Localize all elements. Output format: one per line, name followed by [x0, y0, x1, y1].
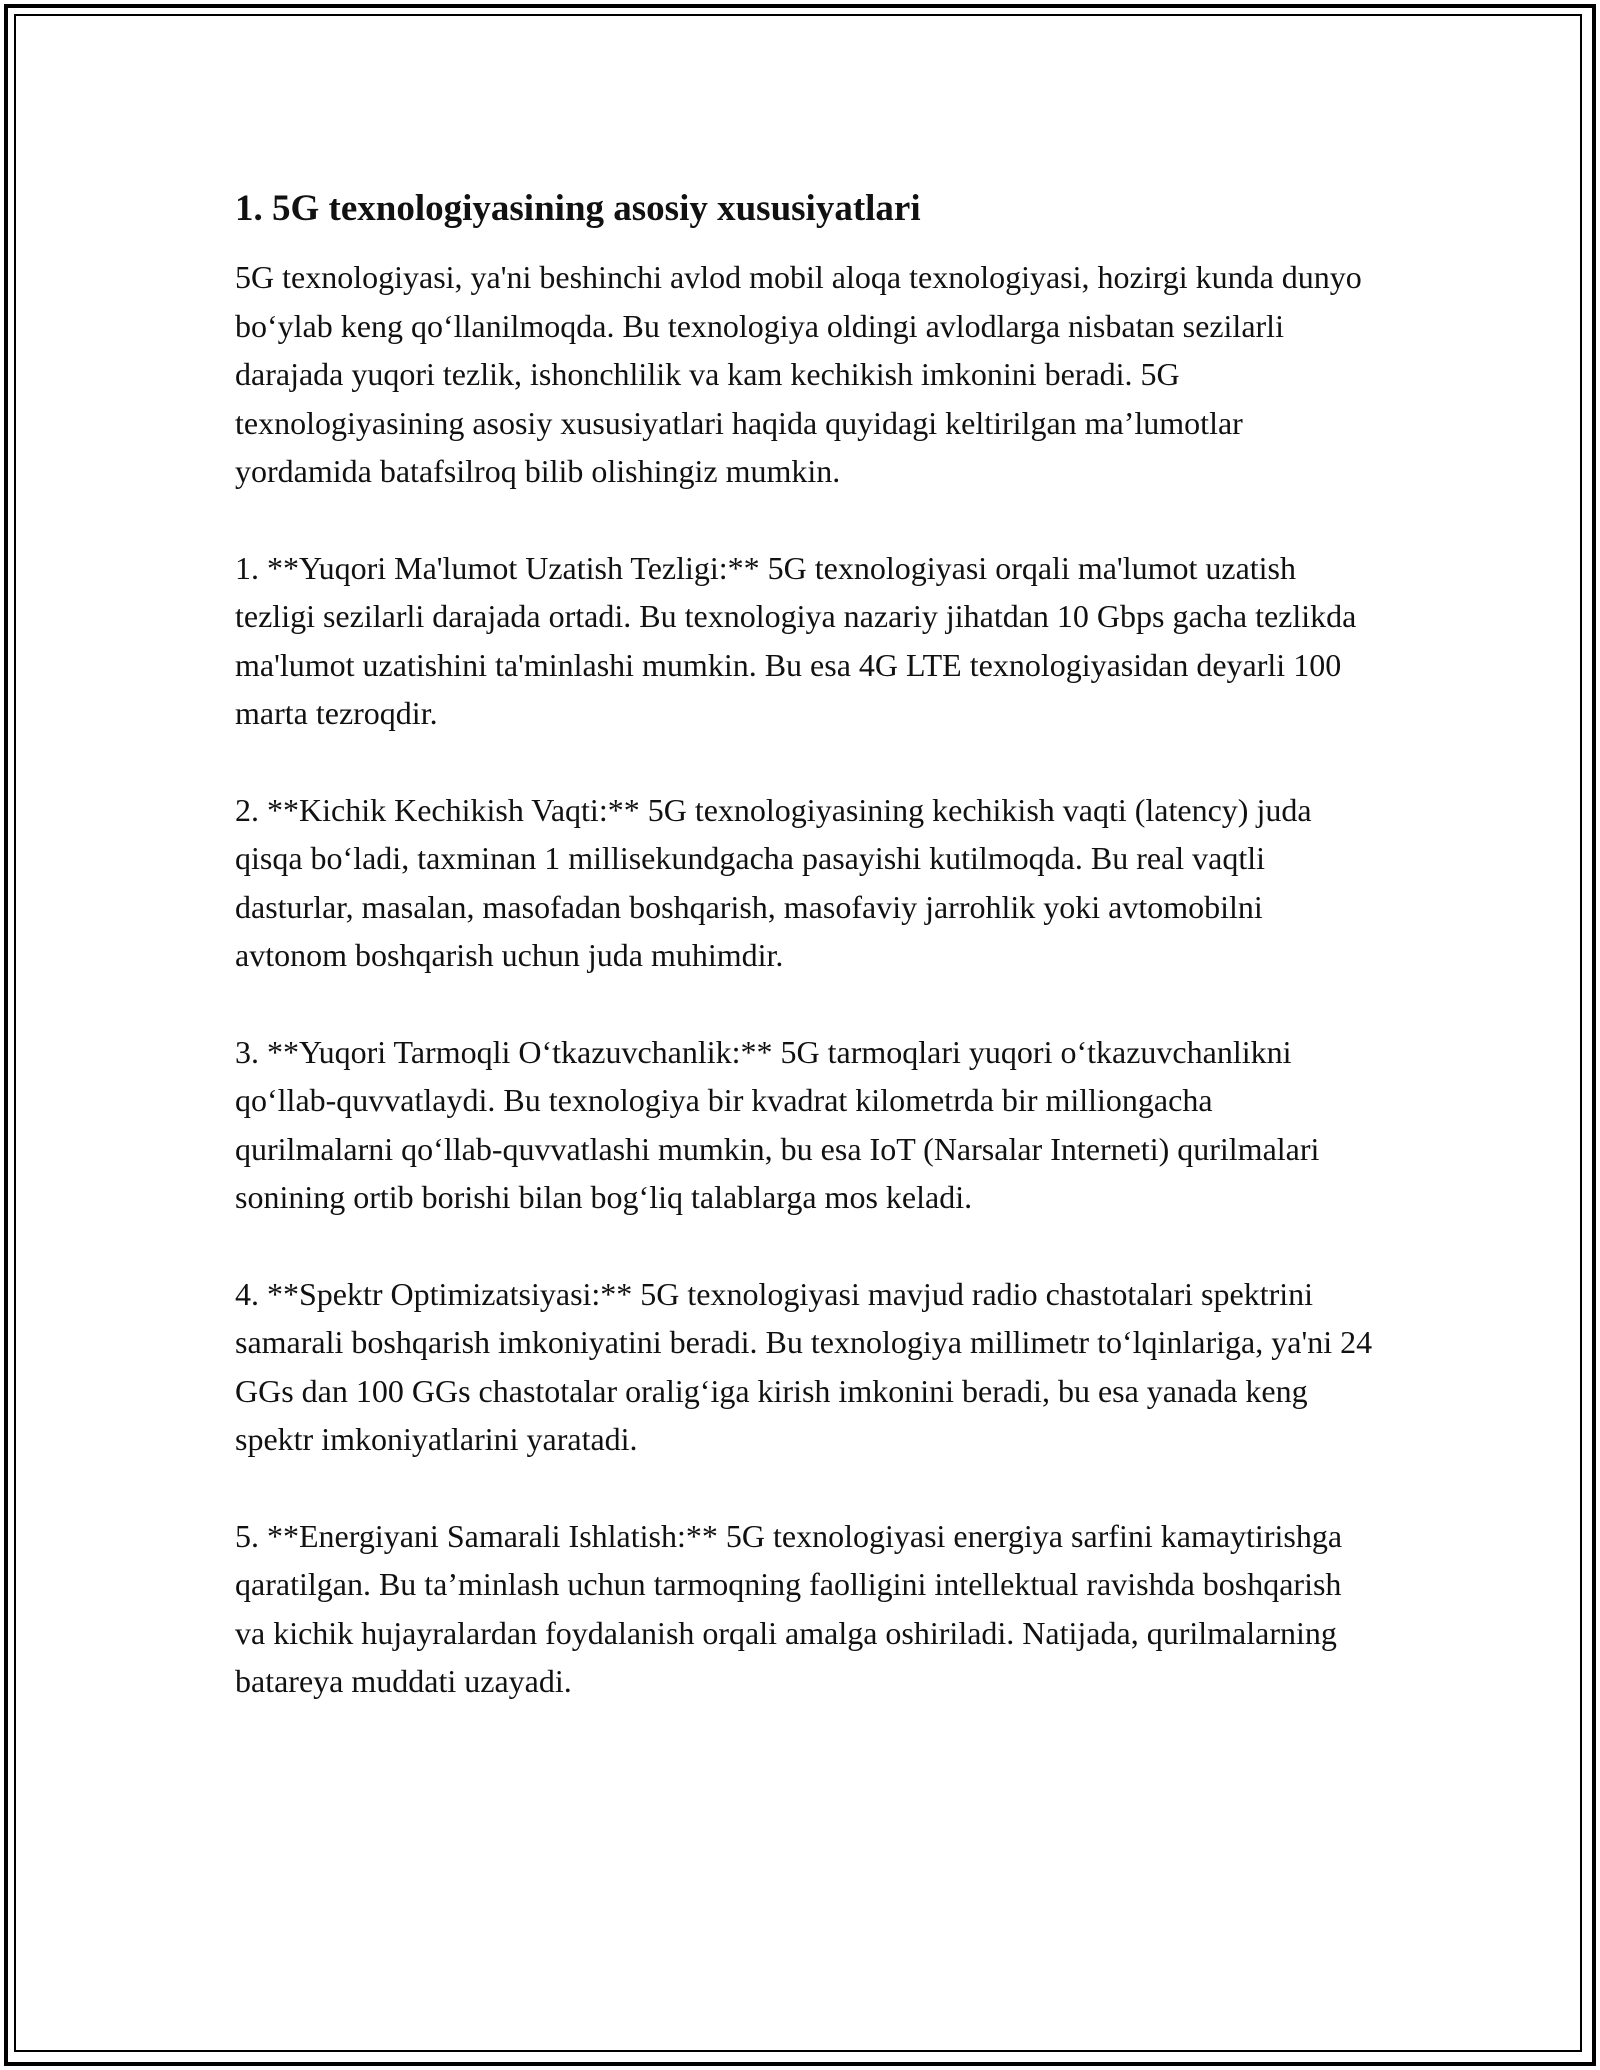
feature-paragraph-energy: 5. **Energiyani Samarali Ishlatish:** 5G texnologiyasi energiya sarfini kamaytirishga qaratilgan. Bu ta’minlash uchun tarmoqning faolligini intellektual ravishda boshqarish va kichik hujayralardan foydalanish orqali amalga oshiriladi. Natijada, qurilmalarning batareya muddati uzayadi. — [235, 1517, 1343, 1700]
document-body — [235, 185, 1375, 1754]
feature-paragraph-latency: 2. **Kichik Kechikish Vaqti:** 5G texnologiyasining kechikish vaqti (latency) juda qisqa bo‘ladi, taxminan 1 millisekundgacha pasayishi kutilmoqda. Bu real vaqtli dasturlar, masalan, masofadan boshqarish, masofaviy jarrohlik yoki avtomobilni avtonom boshqarish uchun juda muhimdir. — [235, 791, 1312, 974]
document-title: 1. 5G texnologiyasining asosiy xususiyatlari — [235, 188, 921, 229]
feature-paragraph-speed: 1. **Yuqori Ma'lumot Uzatish Tezligi:** 5G texnologiyasi orqali ma'lumot uzatish tezligi sezilarli darajada ortadi. Bu texnologiya nazariy jihatdan 10 Gbps gacha tezlikda ma'lumot uzatishini ta'minlashi mumkin. Bu esa 4G LTE texnologiyasidan deyarli 100 marta tezroqdir. — [235, 549, 1357, 732]
intro-paragraph: 5G texnologiyasi, ya'ni beshinchi avlod mobil aloqa texnologiyasi, hozirgi kunda dunyo bo‘ylab keng qo‘llanilmoqda. Bu texnologiya oldingi avlodlarga nisbatan sezilarli darajada yuqori tezlik, ishonchlilik va kam kechikish imkonini beradi. 5G texnologiyasining asosiy xususiyatlari haqida quyidagi keltirilgan ma’lumotlar yordamida batafsilroq bilib olishingiz mumkin. — [235, 259, 1362, 490]
feature-paragraph-capacity: 3. **Yuqori Tarmoqli O‘tkazuvchanlik:** 5G tarmoqlari yuqori o‘tkazuvchanlikni qo‘llab-quvvatlaydi. Bu texnologiya bir kvadrat kilometrda bir milliongacha qurilmalarni qo‘llab-quvvatlashi mumkin, bu esa IoT (Narsalar Interneti) qurilmalari sonining ortib borishi bilan bog‘liq talablarga mos keladi. — [235, 1033, 1320, 1216]
feature-paragraph-spectrum: 4. **Spektr Optimizatsiyasi:** 5G texnologiyasi mavjud radio chastotalari spektrini samarali boshqarish imkoniyatini beradi. Bu texnologiya millimetr to‘lqinlariga, ya'ni 24 GGs dan 100 GGs chastotalar oralig‘iga kirish imkonini beradi, bu esa yanada keng spektr imkoniyatlarini yaratadi. — [235, 1275, 1373, 1458]
